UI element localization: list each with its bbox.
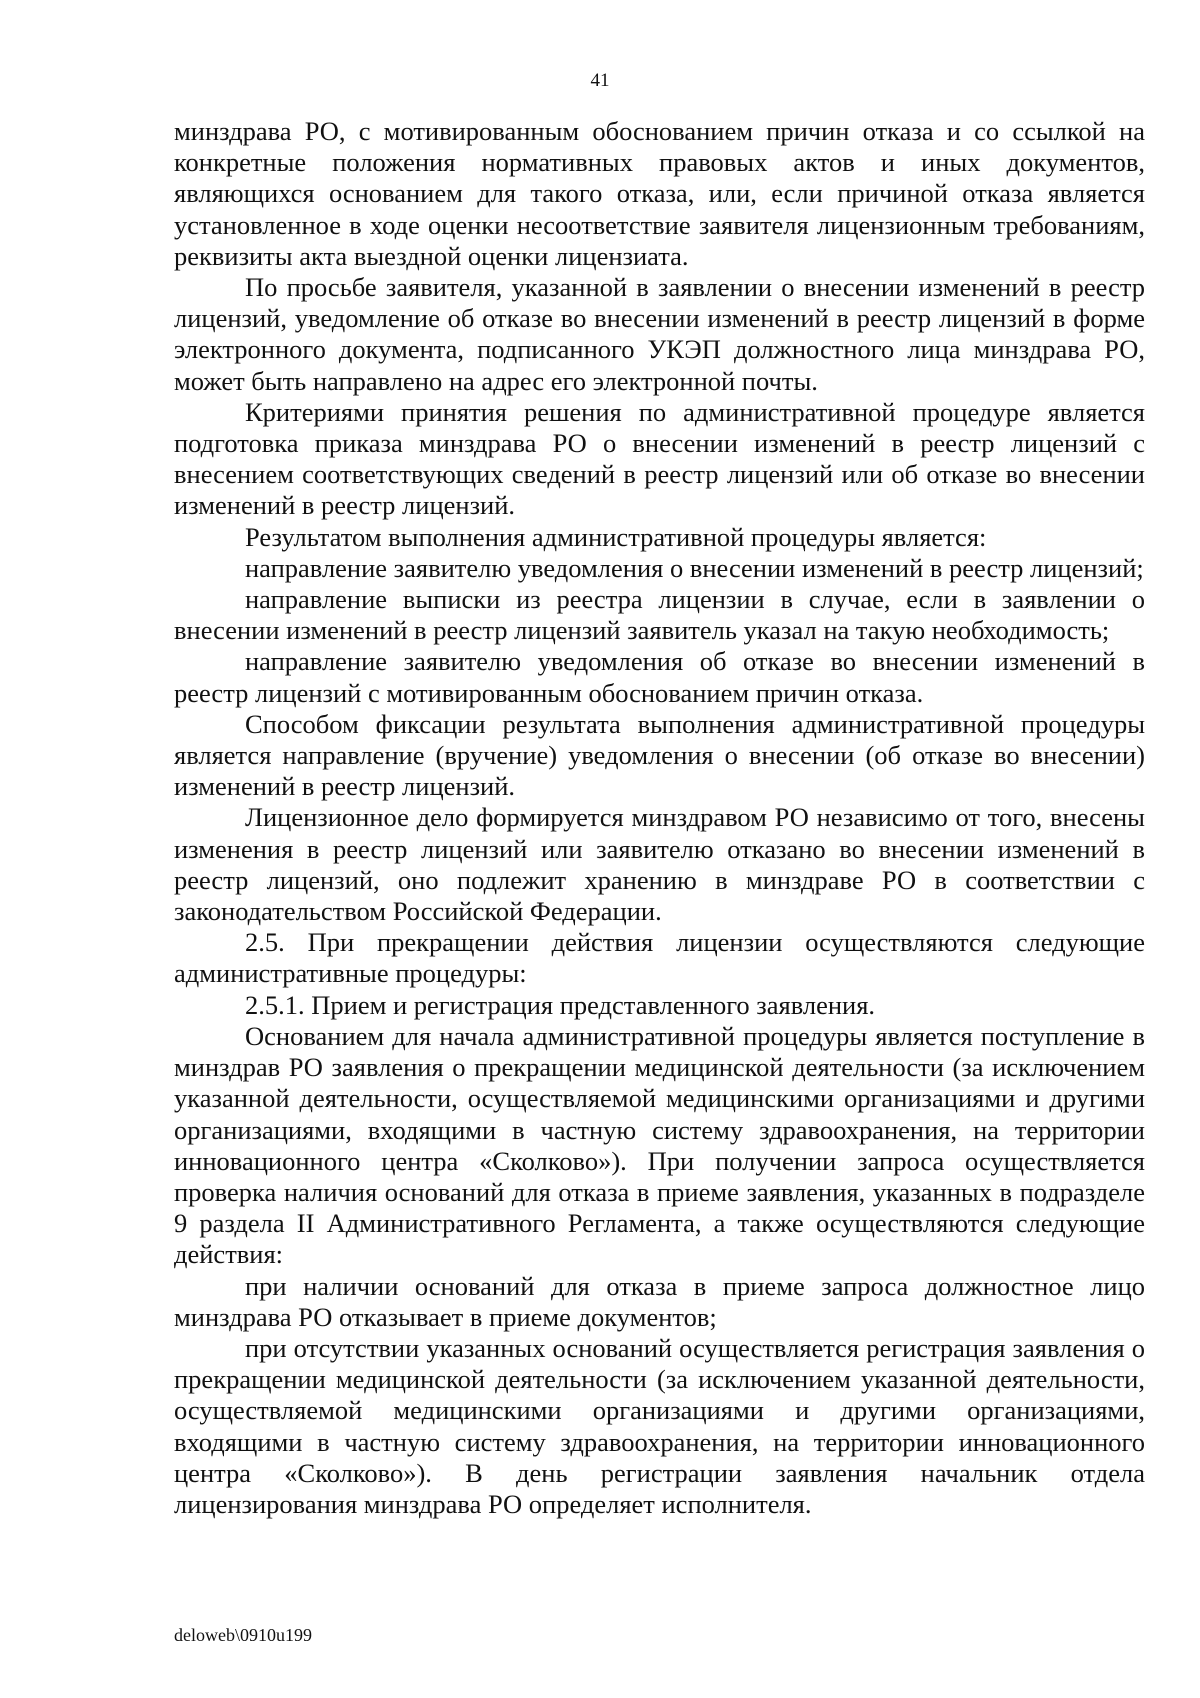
paragraph: при отсутствии указанных оснований осуществляется регистрация заявления о прекращении медицинской деятельности (за исключением указанной деятельности, осуществляемой медицинскими организациями и другими организациями, входящими в частную систему здравоохранения, на территории инновационного центра «Сколково»). В день регистрации заявления начальник отдела лицензирования минздрава РО определяет исполнителя.	[174, 1332, 1145, 1519]
paragraph: По просьбе заявителя, указанной в заявлении о внесении изменений в реестр лицензий, уведомление об отказе во внесении изменений в реестр лицензий в форме электронного документа, подписанного УКЭП должностного лица минздрава РО, может быть направлено на адрес его электронной почты.	[174, 272, 1145, 396]
document-body	[174, 116, 1145, 1520]
paragraph: Результатом выполнения административной процедуры является:	[245, 521, 987, 552]
paragraph: Основанием для начала административной процедуры является поступление в минздрав РО заявления о прекращении медицинской деятельности (за исключением указанной деятельности, осуществляемой медицинскими организациями и другими организациями, входящими в частную систему здравоохранения, на территории инновационного центра «Сколково»). При получении запроса осуществляется проверка наличия оснований для отказа в приеме заявления, указанных в подразделе 9 раздела II Административного Регламента, а также осуществляются следующие действия:	[174, 1020, 1145, 1270]
paragraph: направление выписки из реестра лицензии в случае, если в заявлении о внесении изменений в реестр лицензий заявитель указал на такую необходимость;	[174, 584, 1145, 646]
paragraph: 2.5.1. Прием и регистрация представленного заявления.	[245, 989, 876, 1020]
footer-reference: deloweb\0910u199	[174, 1625, 312, 1645]
paragraph: Способом фиксации результата выполнения административной процедуры является направление (вручение) уведомления о внесении (об отказе во внесении) изменений в реестр лицензий.	[174, 708, 1145, 802]
paragraph: направление заявителю уведомления об отказе во внесении изменений в реестр лицензий с мотивированным обоснованием причин отказа.	[174, 646, 1145, 708]
paragraph: направление заявителю уведомления о внесении изменений в реестр лицензий;	[245, 552, 1144, 583]
paragraph: минздрава РО, с мотивированным обоснованием причин отказа и со ссылкой на конкретные положения нормативных правовых актов и иных документов, являющихся основанием для такого отказа, или, если причиной отказа является установленное в ходе оценки несоответствие заявителя лицензионным требованиям, реквизиты акта выездной оценки лицензиата.	[174, 116, 1145, 271]
paragraph: Лицензионное дело формируется минздравом РО независимо от того, внесены изменения в реестр лицензий или заявителю отказано во внесении изменений в реестр лицензий, оно подлежит хранению в минздраве РО в соответствии с законодательством Российской Федерации.	[174, 802, 1145, 927]
page-number: 41	[590, 70, 610, 91]
paragraph: Критериями принятия решения по административной процедуре является подготовка приказа минздрава РО о внесении изменений в реестр лицензий с внесением соответствующих сведений в реестр лицензий или об отказе во внесении изменений в реестр лицензий.	[174, 396, 1145, 521]
paragraph: 2.5. При прекращении действия лицензии осуществляются следующие административные процедуры:	[174, 927, 1145, 989]
paragraph: при наличии оснований для отказа в приеме запроса должностное лицо минздрава РО отказывает в приеме документов;	[174, 1270, 1145, 1332]
